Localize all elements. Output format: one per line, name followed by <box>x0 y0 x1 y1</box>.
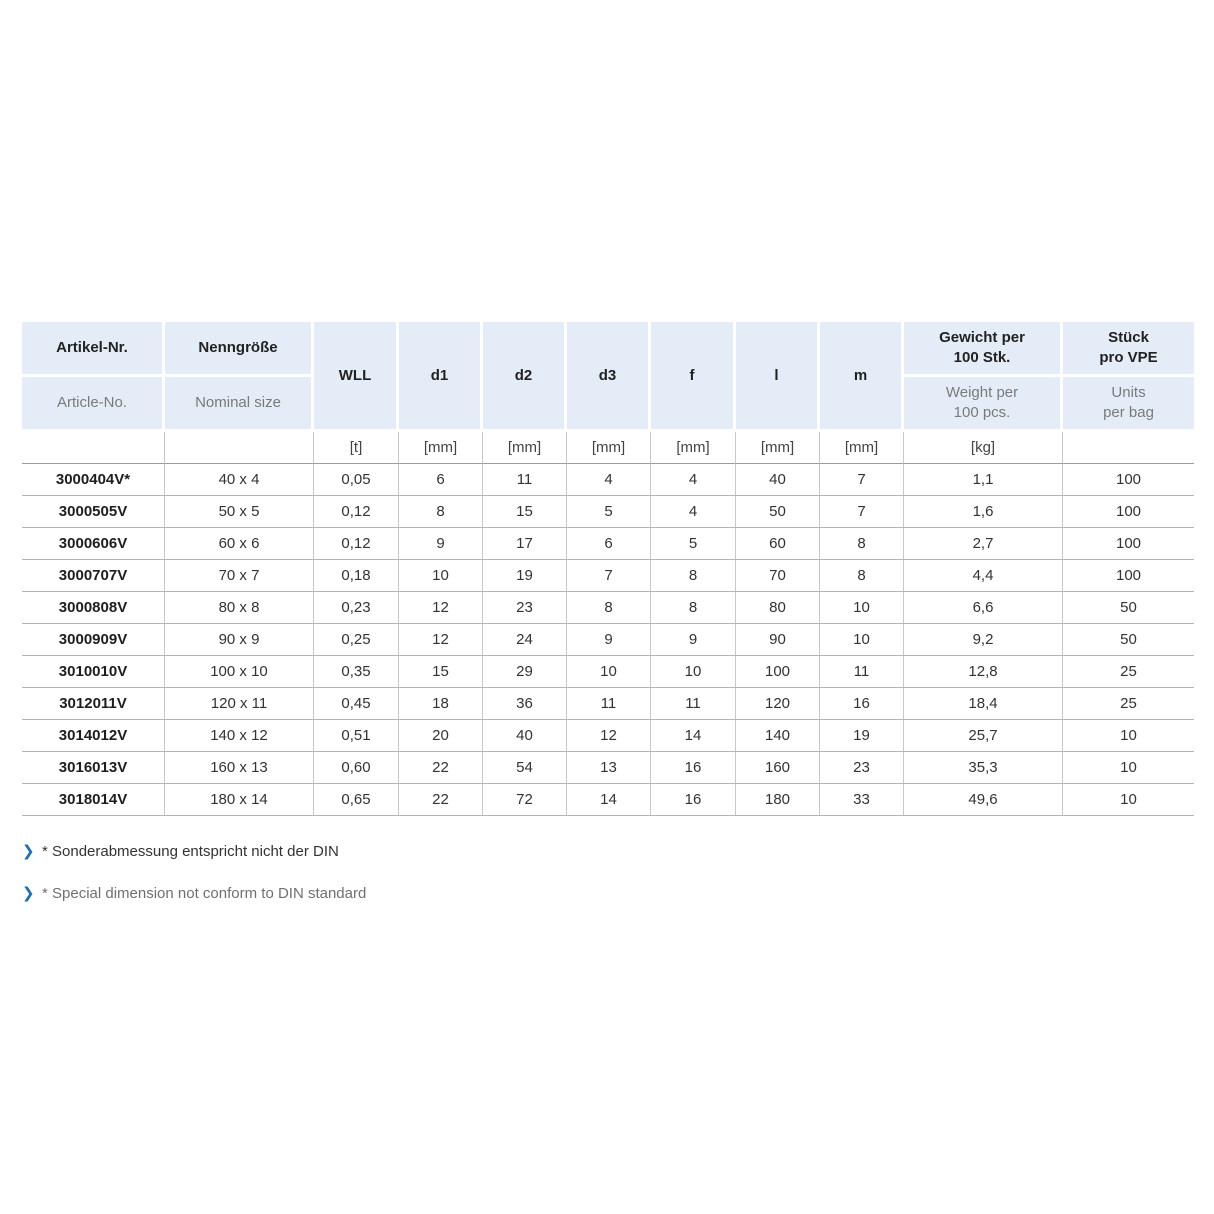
cell-f: 4 <box>651 496 736 528</box>
cell-m: 8 <box>820 560 904 592</box>
table-row <box>22 560 1194 592</box>
chevron-right-icon: ❯ <box>22 843 35 860</box>
header-units-en <box>1063 377 1194 432</box>
header-weight-de <box>904 322 1063 377</box>
cell-d2: 11 <box>483 464 567 496</box>
cell-f: 4 <box>651 464 736 496</box>
header-units-de-line1: Stück <box>1108 329 1149 346</box>
cell-d1: 12 <box>399 624 483 656</box>
cell-d2: 72 <box>483 784 567 816</box>
header-units-de <box>1063 322 1194 377</box>
cell-nominal-size: 50 x 5 <box>165 496 314 528</box>
footnote-de <box>22 838 1022 864</box>
footnote-en-text: * Special dimension not conform to DIN standard <box>42 884 367 902</box>
unit-cell: [mm] <box>567 432 651 464</box>
cell-d3: 13 <box>567 752 651 784</box>
table-row <box>22 752 1194 784</box>
cell-nominal-size: 60 x 6 <box>165 528 314 560</box>
cell-units-per-bag: 25 <box>1063 688 1194 720</box>
cell-d2: 54 <box>483 752 567 784</box>
cell-nominal-size: 180 x 14 <box>165 784 314 816</box>
cell-d3: 12 <box>567 720 651 752</box>
cell-units-per-bag: 100 <box>1063 464 1194 496</box>
cell-article-no: 3016013V <box>22 752 165 784</box>
cell-wll: 0,05 <box>314 464 399 496</box>
unit-cell: [mm] <box>651 432 736 464</box>
header-units-de-line2: pro VPE <box>1099 349 1158 366</box>
cell-l: 120 <box>736 688 820 720</box>
cell-d2: 19 <box>483 560 567 592</box>
cell-nominal-size: 160 x 13 <box>165 752 314 784</box>
cell-article-no: 3014012V <box>22 720 165 752</box>
cell-d3: 9 <box>567 624 651 656</box>
unit-cell <box>22 432 165 464</box>
cell-wll: 0,45 <box>314 688 399 720</box>
cell-article-no: 3018014V <box>22 784 165 816</box>
cell-weight: 6,6 <box>904 592 1063 624</box>
header-l: l <box>736 322 820 432</box>
cell-wll: 0,25 <box>314 624 399 656</box>
cell-wll: 0,12 <box>314 528 399 560</box>
cell-d2: 23 <box>483 592 567 624</box>
cell-units-per-bag: 10 <box>1063 752 1194 784</box>
cell-d1: 8 <box>399 496 483 528</box>
header-weight-en-line1: Weight per <box>945 384 1019 401</box>
footnotes <box>22 838 1022 922</box>
cell-wll: 0,12 <box>314 496 399 528</box>
cell-nominal-size: 140 x 12 <box>165 720 314 752</box>
cell-f: 8 <box>651 560 736 592</box>
cell-wll: 0,60 <box>314 752 399 784</box>
cell-weight: 25,7 <box>904 720 1063 752</box>
cell-l: 180 <box>736 784 820 816</box>
unit-cell: [t] <box>314 432 399 464</box>
cell-d2: 17 <box>483 528 567 560</box>
cell-f: 5 <box>651 528 736 560</box>
cell-f: 16 <box>651 784 736 816</box>
cell-units-per-bag: 100 <box>1063 528 1194 560</box>
cell-d1: 22 <box>399 752 483 784</box>
table-row <box>22 464 1194 496</box>
header-size-de: Nenngröße <box>165 322 314 377</box>
cell-d2: 24 <box>483 624 567 656</box>
cell-f: 11 <box>651 688 736 720</box>
cell-article-no: 3000404V* <box>22 464 165 496</box>
unit-cell: [mm] <box>483 432 567 464</box>
header-size-en: Nominal size <box>165 377 314 432</box>
cell-l: 90 <box>736 624 820 656</box>
cell-article-no: 3012011V <box>22 688 165 720</box>
cell-d1: 12 <box>399 592 483 624</box>
header-d1: d1 <box>399 322 483 432</box>
unit-cell: [mm] <box>820 432 904 464</box>
table-row <box>22 624 1194 656</box>
header-weight-en <box>904 377 1063 432</box>
cell-article-no: 3000808V <box>22 592 165 624</box>
unit-cell: [kg] <box>904 432 1063 464</box>
cell-units-per-bag: 10 <box>1063 720 1194 752</box>
chevron-right-icon: ❯ <box>22 885 35 902</box>
header-article-en: Article-No. <box>22 377 165 432</box>
cell-units-per-bag: 50 <box>1063 624 1194 656</box>
cell-d3: 8 <box>567 592 651 624</box>
cell-wll: 0,35 <box>314 656 399 688</box>
cell-article-no: 3000909V <box>22 624 165 656</box>
table-row <box>22 656 1194 688</box>
cell-weight: 9,2 <box>904 624 1063 656</box>
cell-d1: 6 <box>399 464 483 496</box>
unit-row <box>22 432 1194 464</box>
cell-m: 23 <box>820 752 904 784</box>
cell-weight: 2,7 <box>904 528 1063 560</box>
unit-cell <box>165 432 314 464</box>
cell-nominal-size: 70 x 7 <box>165 560 314 592</box>
header-weight-de-line1: Gewicht per <box>939 329 1025 346</box>
cell-f: 8 <box>651 592 736 624</box>
cell-d1: 9 <box>399 528 483 560</box>
table-row <box>22 688 1194 720</box>
cell-m: 19 <box>820 720 904 752</box>
cell-m: 16 <box>820 688 904 720</box>
cell-m: 7 <box>820 496 904 528</box>
header-wll: WLL <box>314 322 399 432</box>
cell-nominal-size: 120 x 11 <box>165 688 314 720</box>
cell-units-per-bag: 100 <box>1063 560 1194 592</box>
cell-d1: 18 <box>399 688 483 720</box>
cell-weight: 4,4 <box>904 560 1063 592</box>
cell-l: 40 <box>736 464 820 496</box>
table-row <box>22 592 1194 624</box>
table-row <box>22 784 1194 816</box>
header-units-en-line1: Units <box>1111 384 1146 401</box>
footnote-en <box>22 880 1022 906</box>
cell-article-no: 3000606V <box>22 528 165 560</box>
cell-wll: 0,65 <box>314 784 399 816</box>
cell-article-no: 3000505V <box>22 496 165 528</box>
cell-l: 70 <box>736 560 820 592</box>
cell-d1: 22 <box>399 784 483 816</box>
unit-cell: [mm] <box>399 432 483 464</box>
cell-l: 100 <box>736 656 820 688</box>
cell-weight: 12,8 <box>904 656 1063 688</box>
unit-cell <box>1063 432 1194 464</box>
cell-d1: 10 <box>399 560 483 592</box>
table-row <box>22 720 1194 752</box>
cell-d2: 40 <box>483 720 567 752</box>
cell-units-per-bag: 25 <box>1063 656 1194 688</box>
cell-d2: 29 <box>483 656 567 688</box>
cell-l: 80 <box>736 592 820 624</box>
cell-article-no: 3000707V <box>22 560 165 592</box>
table-body <box>22 432 1194 816</box>
cell-d3: 6 <box>567 528 651 560</box>
cell-wll: 0,18 <box>314 560 399 592</box>
header-article-de: Artikel-Nr. <box>22 322 165 377</box>
cell-d3: 5 <box>567 496 651 528</box>
cell-m: 10 <box>820 592 904 624</box>
cell-d3: 14 <box>567 784 651 816</box>
header-weight-en-line2: 100 pcs. <box>953 404 1011 421</box>
cell-d1: 20 <box>399 720 483 752</box>
cell-weight: 49,6 <box>904 784 1063 816</box>
spec-table <box>22 322 1194 816</box>
cell-f: 14 <box>651 720 736 752</box>
cell-d3: 4 <box>567 464 651 496</box>
header-weight-de-line2: 100 Stk. <box>953 349 1011 366</box>
cell-m: 11 <box>820 656 904 688</box>
cell-d2: 15 <box>483 496 567 528</box>
cell-l: 160 <box>736 752 820 784</box>
header-d2: d2 <box>483 322 567 432</box>
cell-d1: 15 <box>399 656 483 688</box>
header-m: m <box>820 322 904 432</box>
cell-d3: 10 <box>567 656 651 688</box>
header-units-en-line2: per bag <box>1103 404 1154 421</box>
cell-m: 7 <box>820 464 904 496</box>
unit-cell: [mm] <box>736 432 820 464</box>
cell-units-per-bag: 10 <box>1063 784 1194 816</box>
cell-l: 50 <box>736 496 820 528</box>
cell-l: 140 <box>736 720 820 752</box>
table-row <box>22 528 1194 560</box>
table-row <box>22 496 1194 528</box>
cell-nominal-size: 80 x 8 <box>165 592 314 624</box>
cell-m: 10 <box>820 624 904 656</box>
cell-units-per-bag: 100 <box>1063 496 1194 528</box>
cell-f: 10 <box>651 656 736 688</box>
cell-l: 60 <box>736 528 820 560</box>
cell-m: 33 <box>820 784 904 816</box>
cell-weight: 35,3 <box>904 752 1063 784</box>
cell-weight: 1,1 <box>904 464 1063 496</box>
cell-weight: 18,4 <box>904 688 1063 720</box>
cell-wll: 0,51 <box>314 720 399 752</box>
cell-weight: 1,6 <box>904 496 1063 528</box>
cell-article-no: 3010010V <box>22 656 165 688</box>
header-f: f <box>651 322 736 432</box>
header-d3: d3 <box>567 322 651 432</box>
cell-f: 16 <box>651 752 736 784</box>
cell-units-per-bag: 50 <box>1063 592 1194 624</box>
cell-f: 9 <box>651 624 736 656</box>
cell-wll: 0,23 <box>314 592 399 624</box>
cell-d3: 7 <box>567 560 651 592</box>
footnote-de-text: * Sonderabmessung entspricht nicht der DIN <box>42 842 339 860</box>
cell-nominal-size: 90 x 9 <box>165 624 314 656</box>
cell-nominal-size: 40 x 4 <box>165 464 314 496</box>
cell-d3: 11 <box>567 688 651 720</box>
cell-d2: 36 <box>483 688 567 720</box>
cell-nominal-size: 100 x 10 <box>165 656 314 688</box>
cell-m: 8 <box>820 528 904 560</box>
